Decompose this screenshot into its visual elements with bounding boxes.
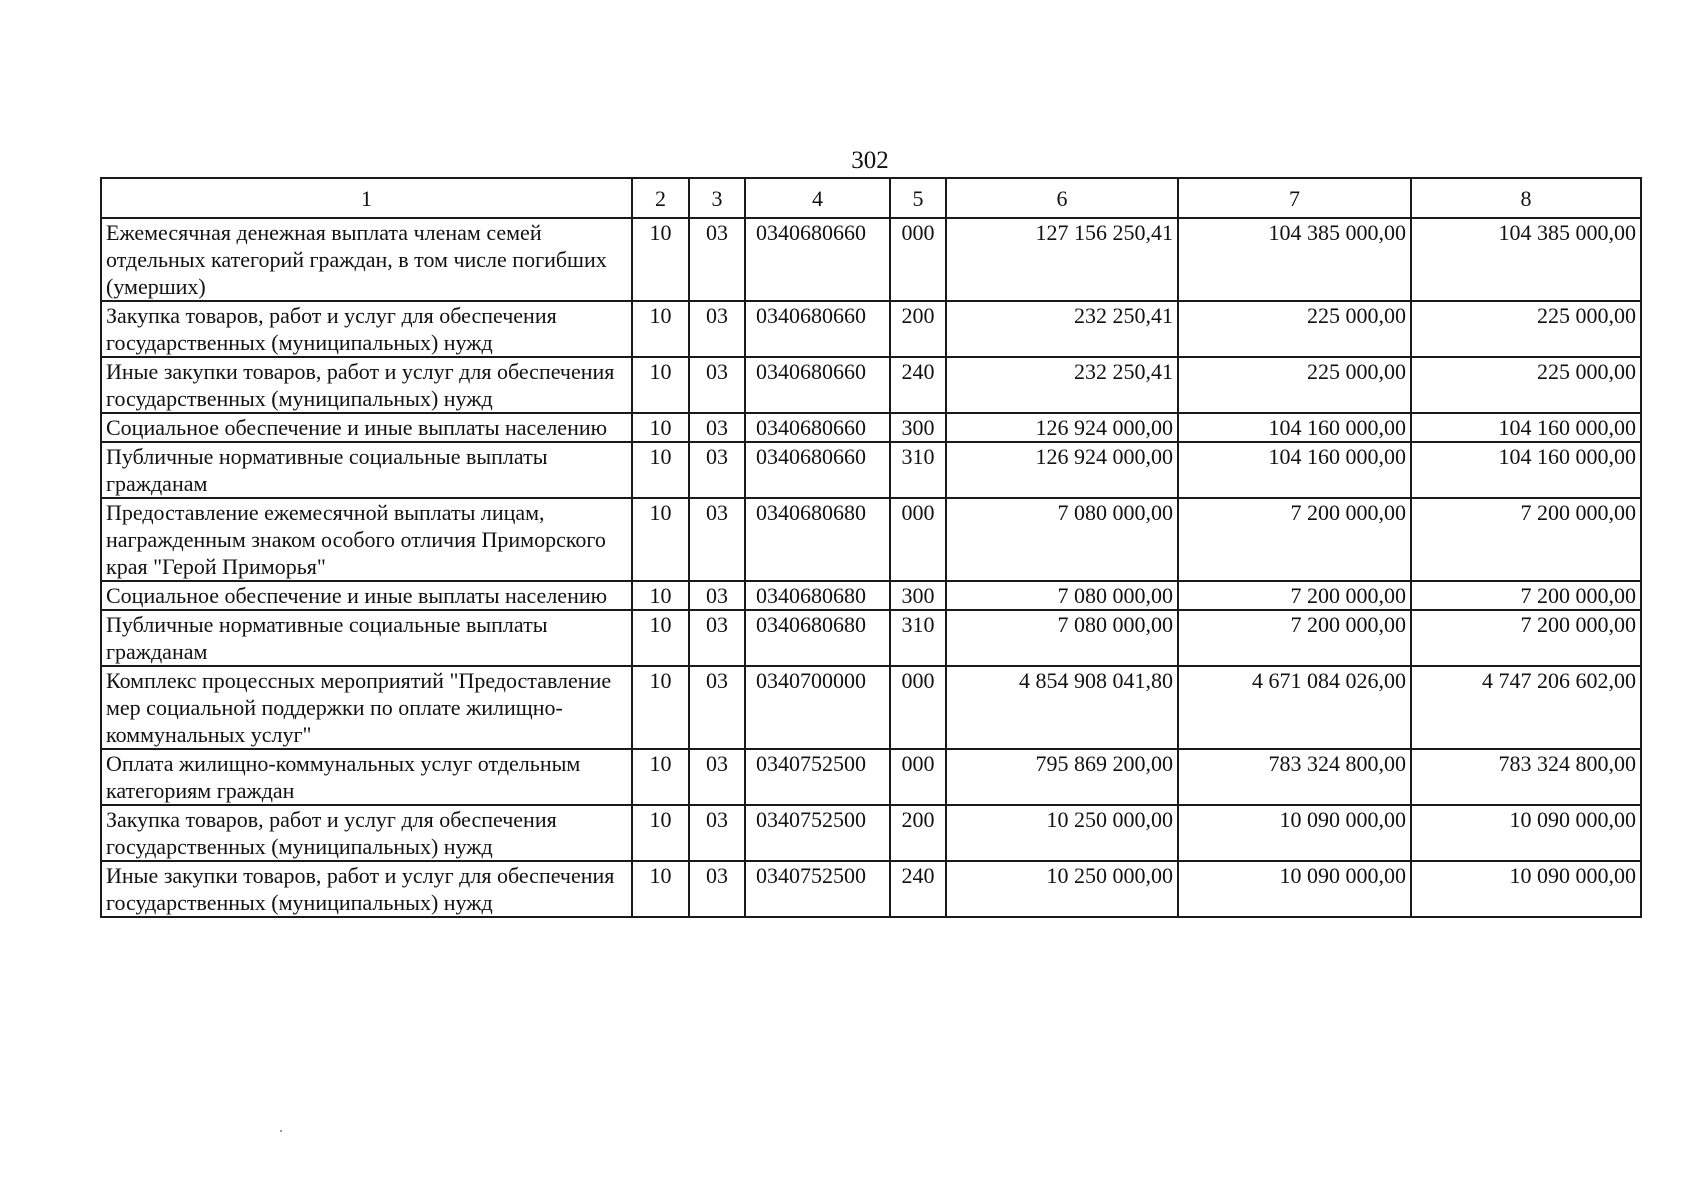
amount-col-8: 10 090 000,00: [1411, 805, 1641, 861]
amount-col-7: 104 385 000,00: [1178, 218, 1411, 301]
section-code: 10: [632, 442, 689, 498]
subsection-code: 03: [689, 301, 745, 357]
row-name: Ежемесячная денежная выплата членам семей отдельных категорий граждан, в том числе погибших (умерших): [101, 218, 632, 301]
amount-col-8: 783 324 800,00: [1411, 749, 1641, 805]
row-name: Иные закупки товаров, работ и услуг для обеспечения государственных (муниципальных) нужд: [101, 357, 632, 413]
row-name: Закупка товаров, работ и услуг для обеспечения государственных (муниципальных) нужд: [101, 301, 632, 357]
amount-col-6: 7 080 000,00: [946, 581, 1178, 610]
subsection-code: 03: [689, 805, 745, 861]
target-article-code: 0340680660: [745, 301, 890, 357]
subsection-code: 03: [689, 357, 745, 413]
amount-col-6: 795 869 200,00: [946, 749, 1178, 805]
expense-type-code: 310: [890, 610, 946, 666]
subsection-code: 03: [689, 581, 745, 610]
amount-col-7: 7 200 000,00: [1178, 498, 1411, 581]
subsection-code: 03: [689, 218, 745, 301]
target-article-code: 0340752500: [745, 861, 890, 917]
header-col-3: 3: [689, 178, 745, 218]
scan-speck: [280, 1130, 282, 1132]
section-code: 10: [632, 498, 689, 581]
amount-col-6: 4 854 908 041,80: [946, 666, 1178, 749]
header-col-7: 7: [1178, 178, 1411, 218]
section-code: 10: [632, 218, 689, 301]
row-name: Публичные нормативные социальные выплаты гражданам: [101, 442, 632, 498]
amount-col-7: 225 000,00: [1178, 357, 1411, 413]
amount-col-6: 232 250,41: [946, 357, 1178, 413]
subsection-code: 03: [689, 413, 745, 442]
subsection-code: 03: [689, 666, 745, 749]
amount-col-8: 10 090 000,00: [1411, 861, 1641, 917]
amount-col-7: 783 324 800,00: [1178, 749, 1411, 805]
amount-col-7: 104 160 000,00: [1178, 442, 1411, 498]
section-code: 10: [632, 749, 689, 805]
amount-col-8: 7 200 000,00: [1411, 498, 1641, 581]
section-code: 10: [632, 301, 689, 357]
target-article-code: 0340700000: [745, 666, 890, 749]
amount-col-6: 126 924 000,00: [946, 442, 1178, 498]
header-col-4: 4: [745, 178, 890, 218]
section-code: 10: [632, 666, 689, 749]
header-col-6: 6: [946, 178, 1178, 218]
expense-type-code: 000: [890, 218, 946, 301]
row-name: Публичные нормативные социальные выплаты гражданам: [101, 610, 632, 666]
target-article-code: 0340752500: [745, 749, 890, 805]
expense-type-code: 200: [890, 301, 946, 357]
amount-col-6: 126 924 000,00: [946, 413, 1178, 442]
expense-type-code: 000: [890, 498, 946, 581]
table-row: [101, 610, 1641, 666]
expense-type-code: 300: [890, 413, 946, 442]
section-code: 10: [632, 581, 689, 610]
section-code: 10: [632, 861, 689, 917]
target-article-code: 0340680680: [745, 498, 890, 581]
section-code: 10: [632, 357, 689, 413]
target-article-code: 0340680680: [745, 610, 890, 666]
row-name: Оплата жилищно-коммунальных услуг отдельным категориям граждан: [101, 749, 632, 805]
expense-type-code: 310: [890, 442, 946, 498]
amount-col-8: 4 747 206 602,00: [1411, 666, 1641, 749]
section-code: 10: [632, 610, 689, 666]
table-row: [101, 666, 1641, 749]
amount-col-8: 225 000,00: [1411, 357, 1641, 413]
header-col-2: 2: [632, 178, 689, 218]
table-row: [101, 413, 1641, 442]
table-row: [101, 498, 1641, 581]
expense-type-code: 000: [890, 666, 946, 749]
target-article-code: 0340752500: [745, 805, 890, 861]
amount-col-7: 7 200 000,00: [1178, 610, 1411, 666]
section-code: 10: [632, 805, 689, 861]
table-row: [101, 861, 1641, 917]
subsection-code: 03: [689, 749, 745, 805]
budget-table: [100, 177, 1642, 918]
amount-col-8: 225 000,00: [1411, 301, 1641, 357]
amount-col-7: 10 090 000,00: [1178, 805, 1411, 861]
table-row: [101, 805, 1641, 861]
header-row: [101, 178, 1641, 218]
amount-col-8: 104 385 000,00: [1411, 218, 1641, 301]
header-col-5: 5: [890, 178, 946, 218]
amount-col-7: 7 200 000,00: [1178, 581, 1411, 610]
table-row: [101, 581, 1641, 610]
amount-col-8: 7 200 000,00: [1411, 610, 1641, 666]
target-article-code: 0340680660: [745, 442, 890, 498]
header-col-8: 8: [1411, 178, 1641, 218]
target-article-code: 0340680680: [745, 581, 890, 610]
row-name: Социальное обеспечение и иные выплаты населению: [101, 581, 632, 610]
expense-type-code: 240: [890, 861, 946, 917]
amount-col-7: 4 671 084 026,00: [1178, 666, 1411, 749]
amount-col-8: 7 200 000,00: [1411, 581, 1641, 610]
expense-type-code: 240: [890, 357, 946, 413]
amount-col-8: 104 160 000,00: [1411, 442, 1641, 498]
amount-col-7: 10 090 000,00: [1178, 861, 1411, 917]
amount-col-7: 104 160 000,00: [1178, 413, 1411, 442]
amount-col-7: 225 000,00: [1178, 301, 1411, 357]
table-row: [101, 749, 1641, 805]
table-body: [101, 218, 1641, 917]
expense-type-code: 000: [890, 749, 946, 805]
amount-col-6: 232 250,41: [946, 301, 1178, 357]
amount-col-6: 7 080 000,00: [946, 610, 1178, 666]
row-name: Иные закупки товаров, работ и услуг для обеспечения государственных (муниципальных) нужд: [101, 861, 632, 917]
amount-col-6: 127 156 250,41: [946, 218, 1178, 301]
page-number: 302: [851, 147, 889, 174]
subsection-code: 03: [689, 442, 745, 498]
subsection-code: 03: [689, 498, 745, 581]
row-name: Комплекс процессных мероприятий "Предоставление мер социальной поддержки по оплате жилищно-коммунальных услуг": [101, 666, 632, 749]
row-name: Социальное обеспечение и иные выплаты населению: [101, 413, 632, 442]
section-code: 10: [632, 413, 689, 442]
amount-col-6: 10 250 000,00: [946, 805, 1178, 861]
row-name: Предоставление ежемесячной выплаты лицам, награжденным знаком особого отличия Приморского края "Герой Приморья": [101, 498, 632, 581]
target-article-code: 0340680660: [745, 357, 890, 413]
table-row: [101, 301, 1641, 357]
subsection-code: 03: [689, 610, 745, 666]
subsection-code: 03: [689, 861, 745, 917]
expense-type-code: 200: [890, 805, 946, 861]
amount-col-6: 7 080 000,00: [946, 498, 1178, 581]
table-row: [101, 357, 1641, 413]
amount-col-8: 104 160 000,00: [1411, 413, 1641, 442]
header-col-1: 1: [101, 178, 632, 218]
table-row: [101, 218, 1641, 301]
table-row: [101, 442, 1641, 498]
target-article-code: 0340680660: [745, 413, 890, 442]
expense-type-code: 300: [890, 581, 946, 610]
row-name: Закупка товаров, работ и услуг для обеспечения государственных (муниципальных) нужд: [101, 805, 632, 861]
target-article-code: 0340680660: [745, 218, 890, 301]
amount-col-6: 10 250 000,00: [946, 861, 1178, 917]
table-header: [101, 178, 1641, 218]
